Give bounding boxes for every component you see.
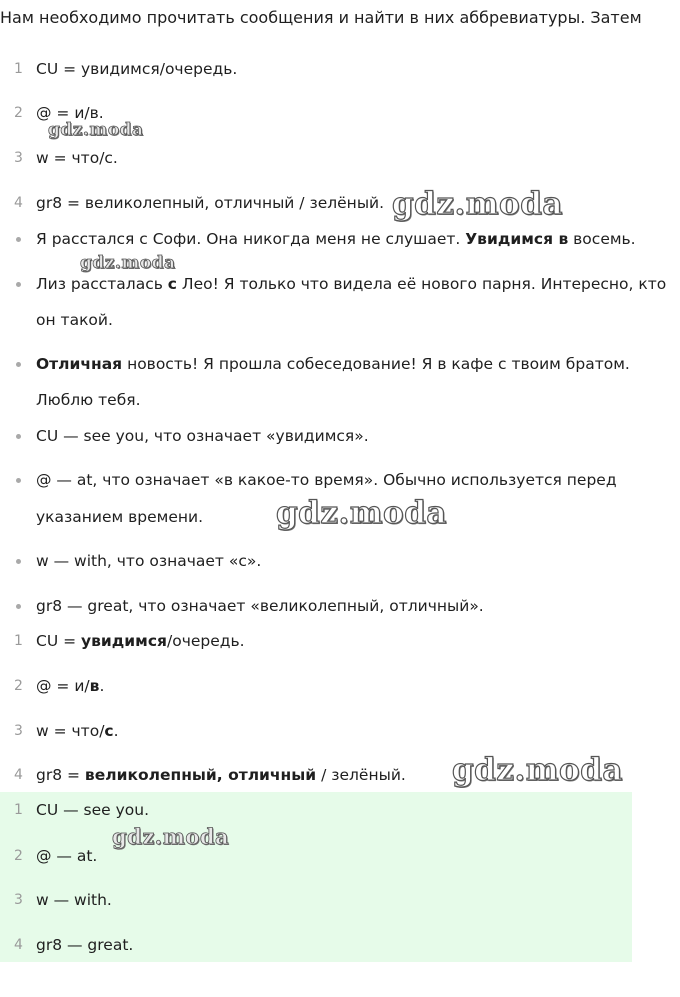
bullet-text xyxy=(36,353,630,375)
list-number: 4 xyxy=(14,767,23,783)
list-number: 3 xyxy=(14,150,23,166)
list-number: 1 xyxy=(14,633,23,649)
bold-part: в xyxy=(89,677,100,695)
bold-part: Увидимся в xyxy=(465,230,569,248)
bullet-marker xyxy=(16,559,21,564)
bullet-marker xyxy=(16,237,21,242)
bold-part: Отличная xyxy=(36,355,123,373)
watermark: gdz.moda xyxy=(48,120,144,140)
bold-part: увидимся xyxy=(81,632,167,650)
bullet-text: gr8 — great, что означает «великолепный, отличный». xyxy=(36,597,484,615)
watermark: gdz.moda xyxy=(392,186,563,222)
list-text xyxy=(36,675,104,697)
list-text xyxy=(36,630,245,652)
bullet-text: CU — see you, что означает «увидимся». xyxy=(36,427,369,445)
text-part: @ = и/ xyxy=(36,677,90,695)
bullet-marker xyxy=(16,434,21,439)
watermark: gdz.moda xyxy=(452,752,623,788)
watermark: gdz.moda xyxy=(80,253,176,273)
bold-part: с xyxy=(167,275,177,293)
answer-text: w — with. xyxy=(36,891,112,909)
list-text xyxy=(36,720,119,742)
bullet-marker xyxy=(16,282,21,287)
answer-text: @ — at. xyxy=(36,847,98,865)
text-part: /очередь. xyxy=(166,632,245,650)
bullet-continuation: Люблю тебя. xyxy=(36,391,141,409)
list-number: 3 xyxy=(14,723,23,739)
text-part: / зелёный. xyxy=(316,766,406,784)
bullet-marker xyxy=(16,478,21,483)
bullet-text xyxy=(36,228,636,250)
list-number: 2 xyxy=(14,848,23,864)
list-number: 2 xyxy=(14,678,23,694)
list-number: 2 xyxy=(14,105,23,121)
list-text xyxy=(36,764,406,786)
watermark: gdz.moda xyxy=(112,824,230,849)
text-part: Лиз рассталась xyxy=(36,275,168,293)
list-number: 4 xyxy=(14,937,23,953)
bullet-text: @ — at, что означает «в какое-то время». Обычно используется перед xyxy=(36,471,617,489)
bullet-continuation: указанием времени. xyxy=(36,508,204,526)
intro-text: Нам необходимо прочитать сообщения и найти в них аббревиатуры. Затем xyxy=(0,8,642,27)
answer-text: gr8 — great. xyxy=(36,936,134,954)
watermark: gdz.moda xyxy=(276,495,447,531)
bold-part: с xyxy=(104,722,114,740)
bullet-continuation: он такой. xyxy=(36,311,113,329)
text-part: . xyxy=(99,677,105,695)
bullet-marker xyxy=(16,604,21,609)
list-text: gr8 = великолепный, отличный / зелёный. xyxy=(36,194,385,212)
text-part: gr8 = xyxy=(36,766,85,784)
text-part: w = что/ xyxy=(36,722,105,740)
text-part: Лео! Я только что видела её нового парня. Интересно, кто xyxy=(177,275,667,293)
answer-text: CU — see you. xyxy=(36,801,150,819)
list-text: w = что/с. xyxy=(36,149,118,167)
list-text: @ = и/в. xyxy=(36,104,104,122)
list-number: 1 xyxy=(14,802,23,818)
text-part: восемь. xyxy=(568,230,636,248)
text-part: новость! Я прошла собеседование! Я в кафе с твоим братом. xyxy=(122,355,630,373)
list-text: CU = увидимся/очередь. xyxy=(36,60,238,78)
text-part: Я расстался с Софи. Она никогда меня не слушает. xyxy=(36,230,466,248)
list-number: 4 xyxy=(14,195,23,211)
list-number: 1 xyxy=(14,61,23,77)
text-part: CU = xyxy=(36,632,82,650)
bullet-text: w — with, что означает «с». xyxy=(36,552,262,570)
text-part: . xyxy=(113,722,119,740)
bold-part: великолепный, отличный xyxy=(84,766,317,784)
bullet-marker xyxy=(16,362,21,367)
bullet-text xyxy=(36,273,666,295)
list-number: 3 xyxy=(14,892,23,908)
